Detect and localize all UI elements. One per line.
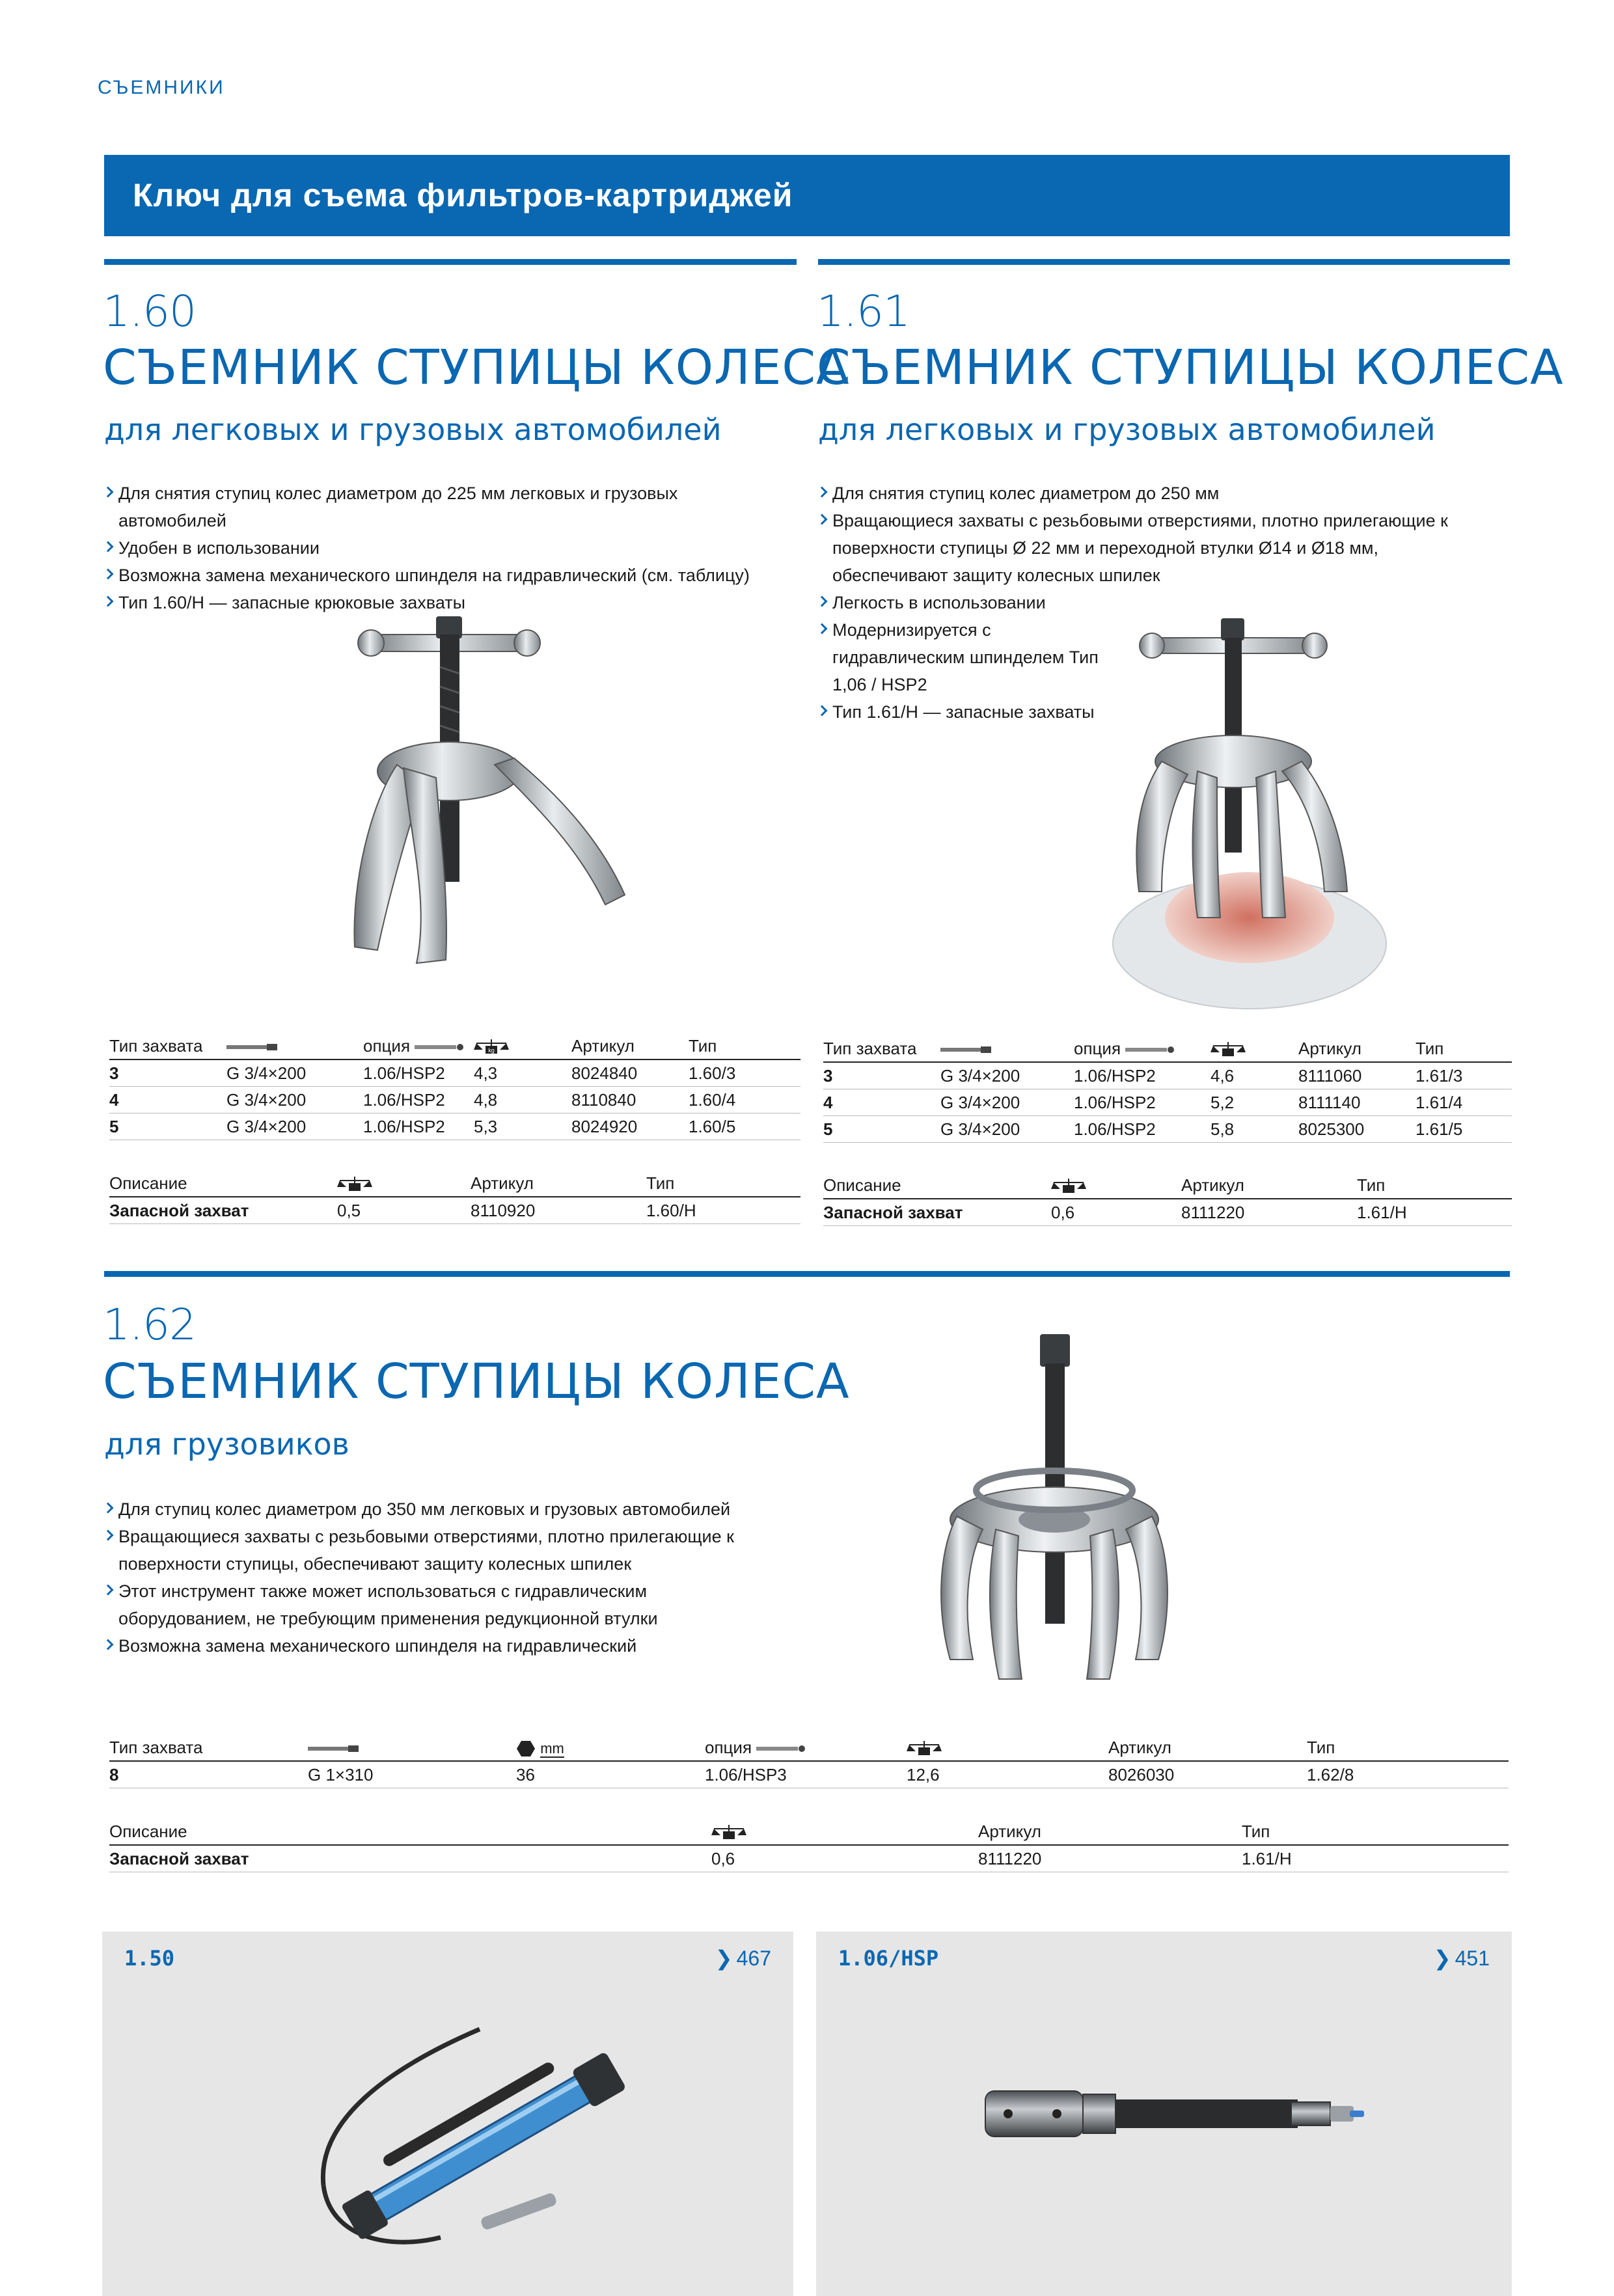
col-description: Описание [109, 1820, 711, 1845]
banner-title: Ключ для съема фильтров-картриджей [133, 177, 793, 213]
col-description: Описание [823, 1173, 1051, 1199]
cell: Запасной захват [109, 1845, 711, 1872]
col-option-label: опция [1074, 1039, 1121, 1058]
cell: 5,3 [474, 1114, 571, 1140]
weight-scale-icon [474, 1037, 509, 1056]
cell: 12,6 [907, 1761, 1108, 1788]
related-page-number: 451 [1455, 1947, 1490, 1970]
feature-item: Этот инструмент также может использоваться с гидравлическим оборудованием, не требующим применения редукционной втулки [104, 1578, 774, 1632]
cell: 8025300 [1298, 1116, 1416, 1143]
product-code: 1.61 [817, 286, 910, 336]
cell: 8024840 [571, 1059, 689, 1087]
cell: 8111220 [1181, 1199, 1357, 1226]
cell: 4,3 [474, 1059, 571, 1087]
hydraulic-pump-image [310, 1990, 649, 2263]
feature-item: Тип 1.61/H — запасные захваты [818, 698, 1456, 726]
cell: 4,8 [474, 1087, 571, 1114]
product-title: СЪЕМНИК СТУПИЦЫ КОЛЕСА [103, 340, 850, 396]
cell: 1.60/4 [689, 1087, 800, 1114]
feature-item: Удобен в использовании [104, 534, 787, 562]
weight-scale-icon [907, 1738, 942, 1758]
cell: 4 [823, 1089, 940, 1116]
col-thread-icon [226, 1034, 363, 1059]
feature-item: Модернизируется с гидравлическим шпинделем Тип 1,06 / HSP2 [818, 616, 1112, 698]
col-type: Тип [689, 1034, 800, 1059]
col-option-label: опция [363, 1036, 411, 1056]
table-row [109, 1087, 800, 1114]
spec-table [109, 1034, 800, 1140]
cell: 3 [823, 1062, 940, 1089]
hub-puller-3-jaw-image [325, 608, 690, 973]
cell: 1.06/HSP2 [1074, 1089, 1210, 1116]
feature-item: Возможна замена механического шпинделя на гидравлический (см. таблицу) [104, 562, 787, 589]
cell: 4 [109, 1087, 226, 1114]
cell: 8 [109, 1761, 308, 1788]
col-weight [1210, 1037, 1298, 1062]
col-article: Артикул [571, 1034, 689, 1059]
feature-item: Вращающиеся захваты с резьбовыми отверстиями, плотно прилегающие к поверхности ступицы Ø 22 мм и переходной втулки Ø14 и Ø18 мм, обеспечивают защиту колесных шпилек [818, 507, 1456, 589]
col-weight [907, 1736, 1108, 1761]
cell: G 3/4×200 [940, 1089, 1074, 1116]
table-row [109, 1845, 1509, 1872]
related-product-code: 1.50 [124, 1946, 175, 1971]
cell: 36 [516, 1761, 705, 1788]
feature-item: Легкость в использовании [818, 589, 1456, 616]
cell: 1.61/H [1242, 1845, 1509, 1872]
hex-nut-icon [516, 1740, 536, 1757]
col-thread-icon [308, 1736, 516, 1761]
section-rule [818, 259, 1510, 265]
col-thread-icon [940, 1037, 1074, 1062]
col-type: Тип [1242, 1820, 1509, 1845]
col-grip-type: Тип захвата [823, 1037, 940, 1062]
cell: 8110840 [571, 1087, 689, 1114]
spare-part-table [109, 1171, 800, 1224]
related-page-link[interactable] [1434, 1946, 1490, 1971]
table-row [823, 1199, 1512, 1226]
col-option-label: опция [705, 1738, 752, 1757]
col-type: Тип [1357, 1173, 1512, 1199]
col-article: Артикул [471, 1171, 646, 1197]
cell: G 1×310 [308, 1761, 516, 1788]
feature-item: Возможна замена механического шпинделя на гидравлический [104, 1632, 774, 1660]
feature-list [104, 480, 787, 616]
feature-item: Тип 1.60/H — запасные крюковые захваты [104, 589, 787, 616]
weight-scale-icon [337, 1174, 372, 1194]
cell: G 3/4×200 [226, 1114, 363, 1140]
related-product-card[interactable] [102, 1932, 793, 2296]
col-weight [1051, 1173, 1181, 1199]
weight-scale-icon [1051, 1176, 1086, 1196]
section-rule [104, 1271, 1510, 1277]
cell: 1.60/5 [689, 1114, 800, 1140]
section-rule [104, 259, 797, 265]
col-description: Описание [109, 1171, 337, 1197]
cell: G 3/4×200 [940, 1116, 1074, 1143]
chevron-right-icon: ❯ [715, 1947, 733, 1970]
cell: 1.60/H [646, 1197, 800, 1224]
hydraulic-spindle-icon [756, 1744, 808, 1753]
related-product-card[interactable] [816, 1932, 1512, 2296]
product-subtitle: для грузовиков [104, 1427, 349, 1462]
col-article: Артикул [1298, 1037, 1416, 1062]
cell: 1.61/H [1357, 1199, 1512, 1226]
table-row [109, 1197, 800, 1224]
chevron-right-icon: ❯ [1433, 1947, 1451, 1970]
feature-item: Вращающиеся захваты с резьбовыми отверстиями, плотно прилегающие к поверхности ступицы, обеспечивают защиту колесных шпилек [104, 1523, 774, 1578]
col-option [363, 1034, 474, 1059]
feature-list [104, 1496, 774, 1660]
col-option [705, 1736, 907, 1761]
hydraulic-spindle-icon [1125, 1045, 1177, 1054]
cell: 5 [823, 1116, 940, 1143]
cell: 8111140 [1298, 1089, 1416, 1116]
table-row [109, 1059, 800, 1087]
cell: G 3/4×200 [940, 1062, 1074, 1089]
feature-item: Для снятия ступиц колес диаметром до 225 мм легковых и грузовых автомобилей [104, 480, 787, 534]
col-weight [711, 1820, 978, 1845]
cell: 1.06/HSP2 [1074, 1116, 1210, 1143]
spec-table [109, 1736, 1509, 1788]
product-subtitle: для легковых и грузовых автомобилей [818, 412, 1436, 447]
cell: 1.61/3 [1416, 1062, 1512, 1089]
feature-item: Для снятия ступиц колес диаметром до 250 мм [818, 480, 1456, 507]
cell: Запасной захват [109, 1197, 337, 1224]
product-title: СЪЕМНИК СТУПИЦЫ КОЛЕСА [103, 1354, 850, 1410]
col-option [1074, 1037, 1210, 1062]
cell: 1.60/3 [689, 1059, 800, 1087]
col-type: Тип [646, 1171, 800, 1197]
hydraulic-spindle-icon [415, 1043, 467, 1052]
table-row [109, 1114, 800, 1140]
col-type: Тип [1416, 1037, 1512, 1062]
category-banner [104, 155, 1510, 236]
col-grip-type: Тип захвата [109, 1034, 226, 1059]
weight-scale-icon [711, 1822, 746, 1842]
col-type: Тип [1307, 1736, 1509, 1761]
spare-part-table [823, 1173, 1512, 1226]
cell: 5 [109, 1114, 226, 1140]
related-page-link[interactable] [715, 1946, 771, 1971]
col-article: Артикул [1108, 1736, 1307, 1761]
cell: 5,8 [1210, 1116, 1298, 1143]
weight-scale-icon [1210, 1039, 1246, 1059]
spec-table [823, 1037, 1512, 1143]
cell: 8026030 [1108, 1761, 1307, 1788]
col-article: Артикул [1181, 1173, 1357, 1199]
cell: 8110920 [471, 1197, 646, 1224]
table-row [823, 1089, 1512, 1116]
table-row [823, 1062, 1512, 1089]
related-product-code: 1.06/HSP [838, 1946, 939, 1971]
table-row [823, 1116, 1512, 1143]
cell: 1.06/HSP2 [363, 1059, 474, 1087]
cell: 3 [109, 1059, 226, 1087]
hydraulic-spindle-image [979, 2075, 1369, 2153]
cell: 0,6 [711, 1845, 978, 1872]
cell: 8111220 [978, 1845, 1242, 1872]
related-page-number: 467 [736, 1947, 771, 1970]
cell: 4,6 [1210, 1062, 1298, 1089]
cell: 1.06/HSP2 [363, 1087, 474, 1114]
col-hex-size-unit: mm [540, 1740, 564, 1756]
cell: 1.06/HSP2 [1074, 1062, 1210, 1089]
col-article: Артикул [978, 1820, 1242, 1845]
section-label: СЪЕМНИКИ [98, 77, 225, 98]
cell: 0,6 [1051, 1199, 1181, 1226]
truck-hub-puller-image [924, 1334, 1197, 1699]
cell: 0,5 [337, 1197, 471, 1224]
hub-puller-multi-jaw-image [1100, 612, 1406, 1015]
cell: 1.61/5 [1416, 1116, 1512, 1143]
product-code: 1.60 [103, 286, 196, 336]
cell: 8024920 [571, 1114, 689, 1140]
table-row [109, 1761, 1509, 1788]
cell: 1.06/HSP2 [363, 1114, 474, 1140]
col-weight [337, 1171, 471, 1197]
product-code: 1.62 [103, 1300, 196, 1350]
cell: 8111060 [1298, 1062, 1416, 1089]
product-subtitle: для легковых и грузовых автомобилей [104, 412, 722, 447]
cell: Запасной захват [823, 1199, 1051, 1226]
cell: 5,2 [1210, 1089, 1298, 1116]
product-title: СЪЕМНИК СТУПИЦЫ КОЛЕСА [817, 340, 1564, 396]
cell: G 3/4×200 [226, 1087, 363, 1114]
col-grip-type: Тип захвата [109, 1736, 308, 1761]
cell: G 3/4×200 [226, 1059, 363, 1087]
cell: 1.62/8 [1307, 1761, 1509, 1788]
cell: 1.06/HSP3 [705, 1761, 907, 1788]
svg-text:kg: kg [488, 1047, 495, 1054]
col-weight [474, 1034, 571, 1059]
spare-part-table [109, 1820, 1509, 1872]
cell: 1.61/4 [1416, 1089, 1512, 1116]
col-hex-size [516, 1736, 705, 1761]
feature-item: Для ступиц колес диаметром до 350 мм легковых и грузовых автомобилей [104, 1496, 774, 1523]
